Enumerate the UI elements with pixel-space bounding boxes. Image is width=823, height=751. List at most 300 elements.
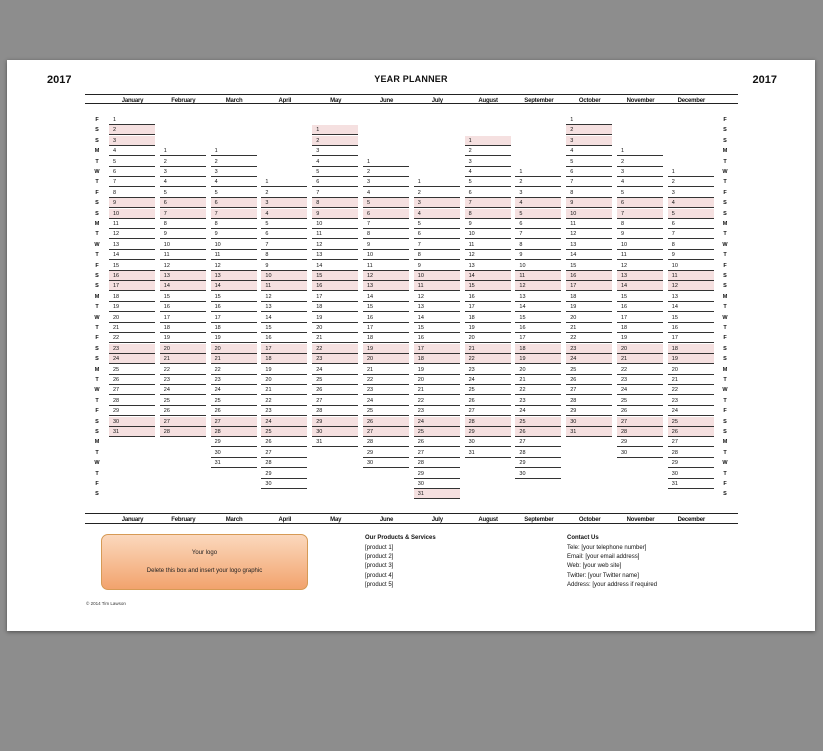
day-cell-october-27: 27 <box>566 385 612 395</box>
day-cell-may-9: 9 <box>312 209 358 219</box>
day-letter-left: M <box>94 366 100 373</box>
day-cell-may-28: 28 <box>312 406 358 416</box>
day-cell-december-7: 7 <box>668 229 714 239</box>
day-letter-left: W <box>94 169 100 175</box>
day-cell-october-1: 1 <box>566 115 612 125</box>
day-cell-march-30: 30 <box>211 448 257 458</box>
day-cell-october-10: 10 <box>566 209 612 219</box>
month-header-bottom-june: June <box>379 517 394 523</box>
day-cell-october-2: 2 <box>566 125 612 135</box>
logo-placeholder[interactable] <box>101 534 308 590</box>
day-letter-left: T <box>95 231 99 238</box>
day-letter-left: M <box>94 148 100 155</box>
day-cell-may-18: 18 <box>312 302 358 312</box>
day-cell-may-11: 11 <box>312 229 358 239</box>
day-cell-december-16: 16 <box>668 323 714 333</box>
day-cell-september-19: 19 <box>515 354 561 364</box>
contact-phone: Tele: [your telephone number] <box>567 545 647 551</box>
day-cell-may-2: 2 <box>312 136 358 146</box>
day-cell-november-2: 2 <box>617 157 663 167</box>
day-cell-july-29: 29 <box>414 469 460 479</box>
day-cell-february-10: 10 <box>160 240 206 250</box>
day-cell-april-4: 4 <box>261 209 307 219</box>
month-header-top-january: January <box>121 98 144 104</box>
day-cell-december-30: 30 <box>668 469 714 479</box>
day-cell-july-26: 26 <box>414 437 460 447</box>
day-cell-july-21: 21 <box>414 385 460 395</box>
day-cell-june-24: 24 <box>363 396 409 406</box>
day-cell-may-7: 7 <box>312 188 358 198</box>
day-cell-august-20: 20 <box>465 333 511 343</box>
day-cell-january-18: 18 <box>109 292 155 302</box>
day-cell-november-10: 10 <box>617 240 663 250</box>
day-letter-right: T <box>723 325 727 331</box>
day-letter-left: T <box>95 179 99 186</box>
day-letter-left: S <box>95 283 99 290</box>
day-letter-left: F <box>95 189 99 196</box>
day-cell-january-8: 8 <box>109 188 155 198</box>
day-cell-april-10: 10 <box>261 271 307 281</box>
contact-twitter: Twitter: [your Twitter name] <box>567 573 639 579</box>
day-letter-right: T <box>723 252 727 259</box>
day-cell-may-29: 29 <box>312 417 358 427</box>
day-cell-december-2: 2 <box>668 177 714 187</box>
day-cell-august-7: 7 <box>465 198 511 208</box>
month-header-bottom-march: March <box>225 517 243 523</box>
day-cell-january-28: 28 <box>109 396 155 406</box>
day-cell-march-11: 11 <box>211 250 257 260</box>
day-letter-right: W <box>722 241 728 248</box>
day-cell-december-11: 11 <box>668 271 714 281</box>
day-cell-march-20: 20 <box>211 344 257 354</box>
month-header-top-december: December <box>677 98 705 104</box>
day-cell-august-31: 31 <box>465 448 511 458</box>
day-cell-march-3: 3 <box>211 167 257 177</box>
day-cell-october-29: 29 <box>566 406 612 416</box>
day-cell-october-30: 30 <box>566 417 612 427</box>
day-cell-december-12: 12 <box>668 281 714 291</box>
day-cell-february-15: 15 <box>160 292 206 302</box>
day-cell-may-3: 3 <box>312 146 358 156</box>
day-cell-november-8: 8 <box>617 219 663 229</box>
contact-email: Email: [your email address] <box>567 554 640 560</box>
day-cell-december-28: 28 <box>668 448 714 458</box>
day-cell-february-22: 22 <box>160 365 206 375</box>
day-cell-january-17: 17 <box>109 281 155 291</box>
day-cell-february-23: 23 <box>160 375 206 385</box>
day-cell-september-22: 22 <box>515 385 561 395</box>
day-cell-july-24: 24 <box>414 417 460 427</box>
day-cell-december-10: 10 <box>668 261 714 271</box>
day-cell-june-8: 8 <box>363 229 409 239</box>
day-cell-october-9: 9 <box>566 198 612 208</box>
day-cell-february-18: 18 <box>160 323 206 333</box>
day-cell-march-18: 18 <box>211 323 257 333</box>
day-cell-june-15: 15 <box>363 302 409 312</box>
day-letter-left: S <box>95 491 99 498</box>
day-cell-september-3: 3 <box>515 188 561 198</box>
day-cell-april-7: 7 <box>261 240 307 250</box>
day-letter-right: M <box>722 439 728 446</box>
day-cell-february-4: 4 <box>160 177 206 187</box>
day-cell-february-11: 11 <box>160 250 206 260</box>
day-letter-right: S <box>723 356 727 363</box>
day-cell-august-12: 12 <box>465 250 511 260</box>
day-cell-november-23: 23 <box>617 375 663 385</box>
day-cell-november-11: 11 <box>617 250 663 260</box>
day-cell-march-31: 31 <box>211 458 257 468</box>
day-cell-january-5: 5 <box>109 157 155 167</box>
day-cell-january-6: 6 <box>109 167 155 177</box>
day-cell-october-3: 3 <box>566 136 612 146</box>
year-left: 2017 <box>47 74 72 86</box>
day-cell-march-16: 16 <box>211 302 257 312</box>
day-cell-march-10: 10 <box>211 240 257 250</box>
day-cell-december-13: 13 <box>668 292 714 302</box>
day-letter-right: F <box>723 117 727 123</box>
day-cell-november-13: 13 <box>617 271 663 281</box>
copyright: © 2014 Tim Lawson <box>86 601 126 606</box>
day-cell-september-24: 24 <box>515 406 561 416</box>
day-cell-april-5: 5 <box>261 219 307 229</box>
day-cell-june-30: 30 <box>363 458 409 468</box>
day-cell-january-4: 4 <box>109 146 155 156</box>
day-letter-right: W <box>722 314 728 321</box>
day-cell-september-23: 23 <box>515 396 561 406</box>
day-cell-december-24: 24 <box>668 406 714 416</box>
day-cell-november-1: 1 <box>617 146 663 156</box>
day-cell-july-23: 23 <box>414 406 460 416</box>
day-cell-march-25: 25 <box>211 396 257 406</box>
day-cell-august-19: 19 <box>465 323 511 333</box>
day-cell-january-13: 13 <box>109 240 155 250</box>
day-letter-right: F <box>723 335 727 342</box>
day-cell-march-27: 27 <box>211 417 257 427</box>
day-cell-august-30: 30 <box>465 437 511 447</box>
day-cell-february-7: 7 <box>160 209 206 219</box>
day-cell-december-31: 31 <box>668 479 714 489</box>
day-cell-june-1: 1 <box>363 157 409 167</box>
day-cell-december-29: 29 <box>668 458 714 468</box>
day-cell-february-28: 28 <box>160 427 206 437</box>
day-cell-september-21: 21 <box>515 375 561 385</box>
day-cell-february-3: 3 <box>160 167 206 177</box>
day-cell-december-18: 18 <box>668 344 714 354</box>
day-cell-january-22: 22 <box>109 333 155 343</box>
day-cell-july-12: 12 <box>414 292 460 302</box>
month-header-top-june: June <box>379 98 394 104</box>
day-letter-right: T <box>723 158 727 165</box>
day-cell-august-25: 25 <box>465 385 511 395</box>
day-letter-right: F <box>723 408 727 415</box>
day-cell-march-23: 23 <box>211 375 257 385</box>
day-cell-august-6: 6 <box>465 188 511 198</box>
day-cell-july-11: 11 <box>414 281 460 291</box>
day-cell-november-5: 5 <box>617 188 663 198</box>
day-cell-december-4: 4 <box>668 198 714 208</box>
day-cell-april-9: 9 <box>261 261 307 271</box>
day-cell-may-20: 20 <box>312 323 358 333</box>
day-cell-october-4: 4 <box>566 146 612 156</box>
day-cell-december-17: 17 <box>668 333 714 343</box>
day-letter-left: F <box>95 481 99 487</box>
day-cell-september-11: 11 <box>515 271 561 281</box>
day-cell-march-22: 22 <box>211 365 257 375</box>
day-letter-left: S <box>95 418 99 425</box>
day-cell-june-26: 26 <box>363 417 409 427</box>
day-cell-october-5: 5 <box>566 157 612 167</box>
day-letter-right: T <box>723 397 727 404</box>
day-cell-october-14: 14 <box>566 250 612 260</box>
month-header-top-october: October <box>578 98 601 104</box>
day-cell-march-29: 29 <box>211 437 257 447</box>
day-letter-left: S <box>95 356 99 363</box>
day-cell-august-24: 24 <box>465 375 511 385</box>
day-cell-november-18: 18 <box>617 323 663 333</box>
day-letter-right: T <box>723 449 727 456</box>
day-cell-august-28: 28 <box>465 417 511 427</box>
day-cell-april-21: 21 <box>261 385 307 395</box>
day-cell-december-9: 9 <box>668 250 714 260</box>
day-cell-march-7: 7 <box>211 209 257 219</box>
day-letter-left: S <box>95 273 99 279</box>
day-cell-may-22: 22 <box>312 344 358 354</box>
day-cell-april-29: 29 <box>261 469 307 479</box>
month-header-top-september: September <box>524 98 554 104</box>
logo-hint: Delete this box and insert your logo graphic <box>146 568 263 574</box>
day-letter-left: W <box>94 314 100 321</box>
day-cell-january-3: 3 <box>109 136 155 146</box>
month-header-bottom-may: May <box>330 517 342 523</box>
day-letter-right: W <box>722 169 728 175</box>
day-letter-left: S <box>95 210 99 217</box>
month-header-bottom-april: April <box>278 517 292 523</box>
day-cell-february-5: 5 <box>160 188 206 198</box>
day-cell-july-18: 18 <box>414 354 460 364</box>
day-cell-august-15: 15 <box>465 281 511 291</box>
day-letter-right: M <box>722 366 728 373</box>
day-cell-june-3: 3 <box>363 177 409 187</box>
day-cell-november-24: 24 <box>617 385 663 395</box>
day-cell-may-31: 31 <box>312 437 358 447</box>
day-cell-june-29: 29 <box>363 448 409 458</box>
day-cell-june-19: 19 <box>363 344 409 354</box>
day-cell-november-22: 22 <box>617 365 663 375</box>
day-cell-april-30: 30 <box>261 479 307 489</box>
day-cell-december-21: 21 <box>668 375 714 385</box>
day-cell-april-12: 12 <box>261 292 307 302</box>
day-cell-march-19: 19 <box>211 333 257 343</box>
day-cell-march-13: 13 <box>211 271 257 281</box>
month-header-bottom-january: January <box>121 517 144 523</box>
day-cell-january-25: 25 <box>109 365 155 375</box>
day-cell-march-26: 26 <box>211 406 257 416</box>
day-cell-november-7: 7 <box>617 209 663 219</box>
day-cell-march-21: 21 <box>211 354 257 364</box>
day-cell-january-7: 7 <box>109 177 155 187</box>
day-cell-january-19: 19 <box>109 302 155 312</box>
day-letter-right: S <box>723 418 727 425</box>
day-cell-june-16: 16 <box>363 313 409 323</box>
day-cell-june-14: 14 <box>363 292 409 302</box>
day-cell-august-3: 3 <box>465 157 511 167</box>
contact-address: Address: [your address if required <box>567 582 658 588</box>
day-cell-august-18: 18 <box>465 313 511 323</box>
day-cell-december-1: 1 <box>668 167 714 177</box>
day-cell-november-12: 12 <box>617 261 663 271</box>
day-cell-august-13: 13 <box>465 261 511 271</box>
day-cell-february-14: 14 <box>160 281 206 291</box>
day-cell-march-8: 8 <box>211 219 257 229</box>
day-cell-june-27: 27 <box>363 427 409 437</box>
day-cell-october-28: 28 <box>566 396 612 406</box>
day-cell-august-22: 22 <box>465 354 511 364</box>
day-cell-march-5: 5 <box>211 188 257 198</box>
day-cell-november-25: 25 <box>617 396 663 406</box>
day-cell-march-12: 12 <box>211 261 257 271</box>
bottom-header-rule <box>85 523 738 524</box>
day-cell-february-25: 25 <box>160 396 206 406</box>
day-cell-june-13: 13 <box>363 281 409 291</box>
day-cell-january-29: 29 <box>109 406 155 416</box>
day-cell-february-24: 24 <box>160 385 206 395</box>
logo-title: Your logo <box>191 550 218 556</box>
day-cell-november-14: 14 <box>617 281 663 291</box>
day-cell-august-27: 27 <box>465 406 511 416</box>
day-cell-october-31: 31 <box>566 427 612 437</box>
day-cell-september-20: 20 <box>515 365 561 375</box>
day-cell-july-19: 19 <box>414 365 460 375</box>
day-cell-april-28: 28 <box>261 458 307 468</box>
day-cell-march-17: 17 <box>211 313 257 323</box>
day-cell-may-19: 19 <box>312 313 358 323</box>
day-cell-october-24: 24 <box>566 354 612 364</box>
day-cell-november-21: 21 <box>617 354 663 364</box>
day-cell-june-5: 5 <box>363 198 409 208</box>
day-letter-left: S <box>95 137 99 144</box>
day-cell-june-20: 20 <box>363 354 409 364</box>
month-header-bottom-august: August <box>478 517 498 523</box>
day-cell-august-8: 8 <box>465 209 511 219</box>
month-header-bottom-september: September <box>524 517 554 523</box>
day-cell-august-5: 5 <box>465 177 511 187</box>
day-cell-september-17: 17 <box>515 333 561 343</box>
product-item: [product 3] <box>365 563 394 569</box>
day-letter-left: W <box>94 460 100 467</box>
month-header-bottom-october: October <box>578 517 601 523</box>
day-cell-september-6: 6 <box>515 219 561 229</box>
day-cell-october-20: 20 <box>566 313 612 323</box>
day-cell-february-26: 26 <box>160 406 206 416</box>
day-cell-january-27: 27 <box>109 385 155 395</box>
day-cell-august-2: 2 <box>465 146 511 156</box>
day-letter-left: M <box>94 439 100 446</box>
day-letter-right: S <box>723 273 727 279</box>
day-cell-october-25: 25 <box>566 365 612 375</box>
day-cell-august-16: 16 <box>465 292 511 302</box>
day-letter-right: S <box>723 429 727 435</box>
day-cell-january-20: 20 <box>109 313 155 323</box>
day-letter-right: M <box>722 148 728 155</box>
products-heading: Our Products & Services <box>365 535 436 541</box>
day-cell-april-20: 20 <box>261 375 307 385</box>
day-cell-september-13: 13 <box>515 292 561 302</box>
day-cell-may-16: 16 <box>312 281 358 291</box>
month-header-top-march: March <box>225 98 243 104</box>
day-cell-february-1: 1 <box>160 146 206 156</box>
day-cell-february-27: 27 <box>160 417 206 427</box>
day-cell-august-23: 23 <box>465 365 511 375</box>
day-cell-august-14: 14 <box>465 271 511 281</box>
day-cell-december-6: 6 <box>668 219 714 229</box>
day-cell-january-15: 15 <box>109 261 155 271</box>
day-cell-june-9: 9 <box>363 240 409 250</box>
day-cell-september-15: 15 <box>515 313 561 323</box>
day-cell-september-16: 16 <box>515 323 561 333</box>
day-cell-october-21: 21 <box>566 323 612 333</box>
day-cell-may-5: 5 <box>312 167 358 177</box>
day-cell-april-15: 15 <box>261 323 307 333</box>
day-cell-april-27: 27 <box>261 448 307 458</box>
day-letter-left: S <box>95 127 99 134</box>
day-letter-left: M <box>94 221 100 227</box>
day-letter-right: W <box>722 460 728 467</box>
day-cell-october-12: 12 <box>566 229 612 239</box>
day-cell-january-24: 24 <box>109 354 155 364</box>
day-cell-july-20: 20 <box>414 375 460 385</box>
day-cell-march-24: 24 <box>211 385 257 395</box>
planner-title: YEAR PLANNER <box>374 74 448 84</box>
day-cell-april-11: 11 <box>261 281 307 291</box>
day-letter-left: F <box>95 262 99 269</box>
day-cell-september-28: 28 <box>515 448 561 458</box>
day-cell-july-5: 5 <box>414 219 460 229</box>
day-cell-july-15: 15 <box>414 323 460 333</box>
day-cell-may-25: 25 <box>312 375 358 385</box>
day-cell-november-4: 4 <box>617 177 663 187</box>
day-cell-may-6: 6 <box>312 177 358 187</box>
day-cell-june-23: 23 <box>363 385 409 395</box>
day-letter-right: T <box>723 179 727 186</box>
day-cell-january-14: 14 <box>109 250 155 260</box>
day-letter-left: S <box>95 200 99 207</box>
day-cell-february-2: 2 <box>160 157 206 167</box>
contact-heading: Contact Us <box>567 535 599 541</box>
day-cell-june-11: 11 <box>363 261 409 271</box>
day-cell-march-2: 2 <box>211 157 257 167</box>
day-cell-december-26: 26 <box>668 427 714 437</box>
day-cell-may-14: 14 <box>312 261 358 271</box>
day-cell-august-17: 17 <box>465 302 511 312</box>
day-cell-april-6: 6 <box>261 229 307 239</box>
day-cell-march-28: 28 <box>211 427 257 437</box>
day-letter-right: W <box>722 387 728 394</box>
day-cell-january-16: 16 <box>109 271 155 281</box>
day-cell-july-25: 25 <box>414 427 460 437</box>
day-letter-right: S <box>723 127 727 134</box>
day-letter-right: F <box>723 189 727 196</box>
day-letter-left: T <box>95 397 99 404</box>
month-header-top-february: February <box>171 98 196 104</box>
day-letter-right: M <box>722 221 728 227</box>
day-cell-november-30: 30 <box>617 448 663 458</box>
day-cell-may-10: 10 <box>312 219 358 229</box>
day-cell-july-1: 1 <box>414 177 460 187</box>
day-cell-october-16: 16 <box>566 271 612 281</box>
day-cell-september-25: 25 <box>515 417 561 427</box>
day-letter-right: F <box>723 481 727 487</box>
day-letter-right: S <box>723 345 727 352</box>
